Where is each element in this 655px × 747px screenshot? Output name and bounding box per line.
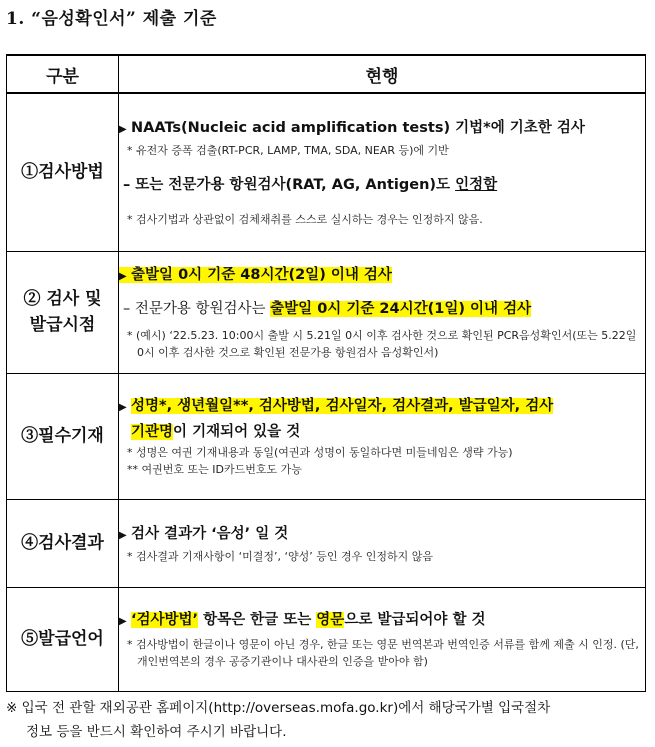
footnote: * 유전자 증폭 검출(RT-PCR, LAMP, TMA, SDA, NEAR 등)에 기반 xyxy=(127,144,449,158)
main-criterion: ▶ 성명*, 생년월일**, 검사방법, 검사일자, 검사결과, 발급일자, 검사 xyxy=(119,394,645,420)
triangle-right-icon: ▶ xyxy=(119,271,127,282)
footnote: * 성명은 여권 기재내용과 동일(여권과 성명이 동일하다면 미들네임은 생략 가능) xyxy=(127,446,513,459)
content-cell xyxy=(119,499,646,587)
footnote: * 검사방법이 한글이나 영문이 아닌 경우, 한글 또는 영문 번역본과 번역인증 서류를 함께 제출 시 인정. (단, 개인번역본의 경우 공증기관이나 대사관의 인증을 받아야 함) xyxy=(127,638,639,668)
category-cell xyxy=(7,373,119,499)
footnote: * 검사기법과 상관없이 검체채취를 스스로 실시하는 경우는 인정하지 않음. xyxy=(127,213,483,227)
category-label: ④검사결과 xyxy=(21,533,104,553)
category-cell xyxy=(7,587,119,691)
category-label: 발급시점 xyxy=(29,315,96,335)
footnote: * 검사결과 기재사항이 ‘미결정’, ‘양성’ 등인 경우 인정하지 않음 xyxy=(127,549,433,563)
main-criterion: ▶ 검사 결과가 ‘음성’ 일 것 xyxy=(119,522,645,548)
triangle-right-icon: ▶ xyxy=(119,124,127,136)
main-criterion: ▶ ‘검사방법’ 항목은 한글 또는 영문으로 발급되어야 할 것 xyxy=(119,608,645,634)
page-title: 1. “음성확인서” 제출 기준 xyxy=(6,9,217,29)
category-label: ③필수기재 xyxy=(21,426,104,446)
table-row xyxy=(7,373,646,499)
footnote: * (예시) ‘22.5.23. 10:00시 출발 시 5.21일 0시 이후 검사한 것으로 확인된 PCR음성확인서(또는 5.22일 0시 이후 검사한 것으로 확인된 전문가용 항원검사 음성확인서) xyxy=(127,329,637,359)
table-row xyxy=(7,587,646,691)
content-cell xyxy=(119,251,646,373)
table-row xyxy=(7,499,646,587)
table-row xyxy=(7,93,646,251)
triangle-right-icon: ▶ xyxy=(119,529,127,541)
content-cell xyxy=(119,93,646,251)
footer-notice xyxy=(6,696,646,744)
criteria-table xyxy=(6,54,646,692)
table-header-row xyxy=(7,55,646,93)
triangle-right-icon: ▶ xyxy=(119,616,127,627)
header-current: 현행 xyxy=(119,55,646,93)
footer-line: ※ 입국 전 관할 재외공관 홈페이지(http://overseas.mofa.go.kr)에서 해당국가별 입국절차 xyxy=(6,700,551,716)
sub-criterion: – 전문가용 항원검사는 출발일 0시 기준 24시간(1일) 이내 검사 xyxy=(123,301,532,317)
category-cell xyxy=(7,499,119,587)
category-cell xyxy=(7,93,119,251)
content-cell xyxy=(119,373,646,499)
content-cell xyxy=(119,587,646,691)
main-criterion: ▶ 출발일 0시 기준 48시간(2일) 이내 검사 xyxy=(119,263,645,289)
category-cell xyxy=(7,251,119,373)
sub-criterion: – 또는 전문가용 항원검사(RAT, AG, Antigen)도 인정함 xyxy=(123,177,498,194)
footer-line: 정보 등을 반드시 확인하여 주시기 바랍니다. xyxy=(26,724,287,740)
footnote: ** 여권번호 또는 ID카드번호도 가능 xyxy=(127,463,302,476)
header-category: 구분 xyxy=(7,55,119,93)
main-criterion-cont: 기관명이 기재되어 있을 것 xyxy=(131,424,301,440)
category-label: ①검사방법 xyxy=(21,162,104,183)
category-label: ⑤발급언어 xyxy=(21,629,104,649)
main-criterion: ▶ NAATs(Nucleic acid amplification tests) 기법*에 기초한 검사 xyxy=(119,116,645,142)
triangle-right-icon: ▶ xyxy=(119,402,127,413)
table-row xyxy=(7,251,646,373)
category-label: ② 검사 및 xyxy=(23,289,102,309)
